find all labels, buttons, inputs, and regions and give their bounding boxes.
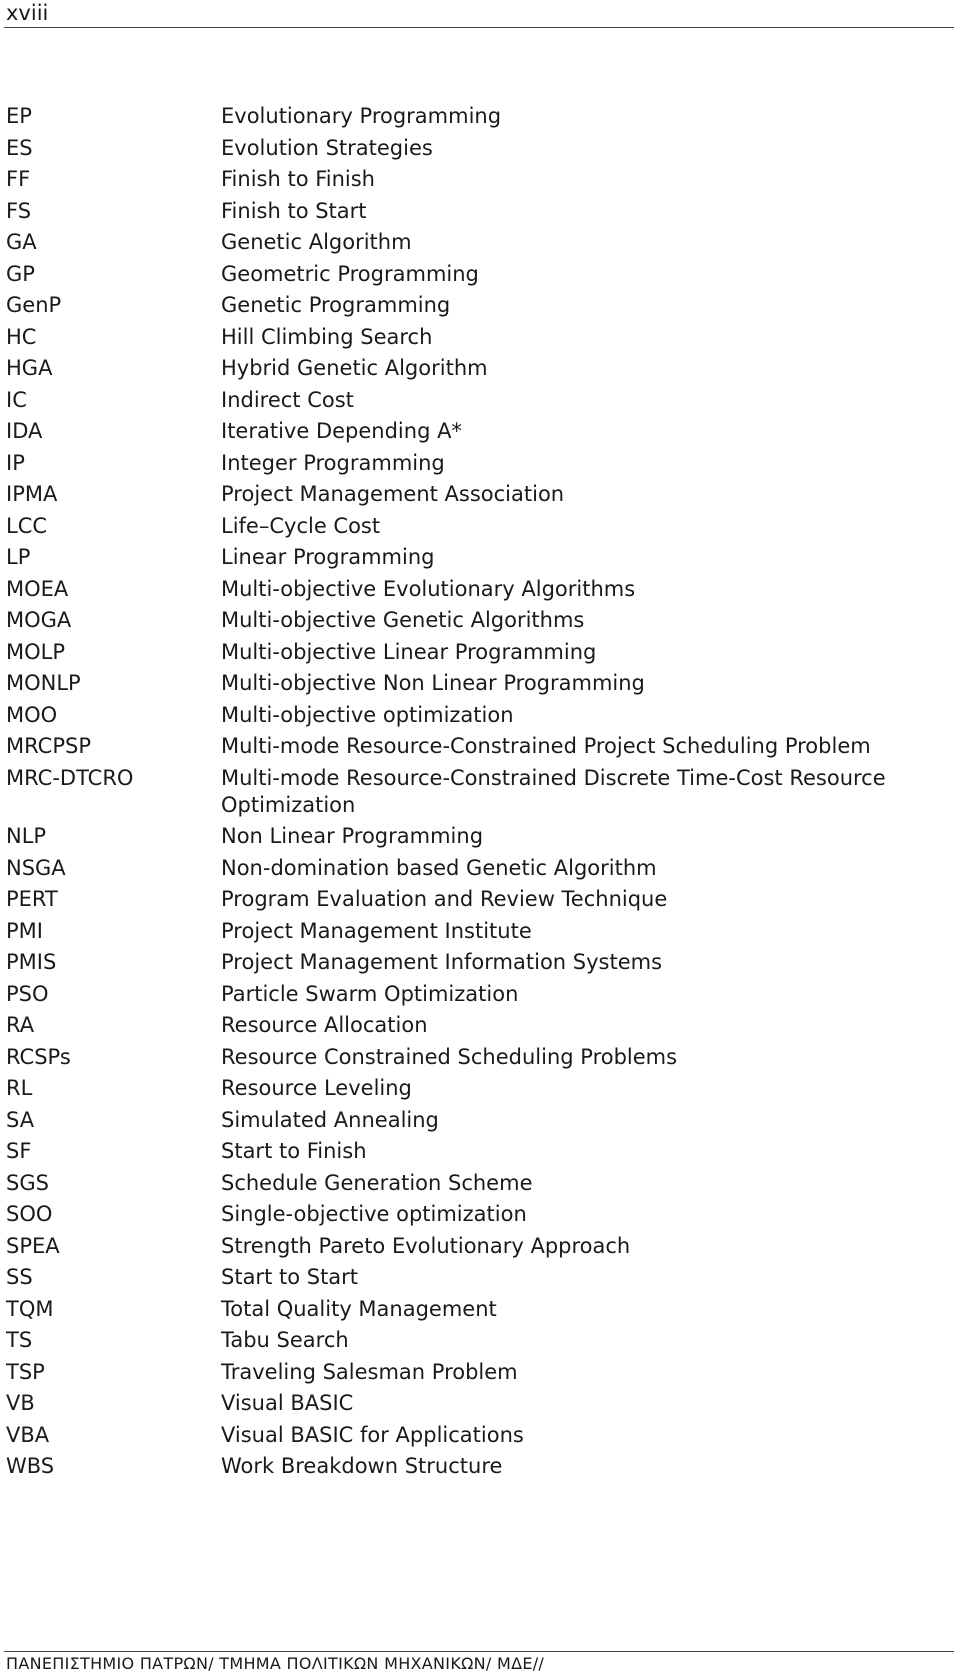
abbreviation-row [6, 1453, 946, 1480]
abbreviation-definition: Multi-objective Non Linear Programming [221, 671, 645, 695]
abbreviation-row [6, 733, 946, 760]
abbreviation-row [6, 949, 946, 976]
abbreviation-term: IDA [6, 419, 43, 443]
abbreviation-definition: Multi-mode Resource-Constrained Discrete Time-Cost Resource Optimization [221, 765, 886, 817]
abbreviation-definition: Finish to Finish [221, 167, 375, 191]
abbreviation-row [6, 450, 946, 477]
abbreviation-term: FS [6, 198, 32, 223]
abbreviation-definition: Total Quality Management [221, 1296, 497, 1321]
abbreviation-term: MRC-DTCRO [6, 765, 134, 790]
abbreviation-term: LP [6, 545, 31, 569]
footer-divider [4, 1651, 954, 1652]
abbreviation-row [6, 607, 946, 634]
abbreviation-row [6, 918, 946, 945]
abbreviation-term: SPEA [6, 1233, 60, 1258]
abbreviation-definition: Project Management Institute [221, 918, 532, 943]
abbreviation-row [6, 261, 946, 288]
abbreviation-row [6, 198, 946, 225]
abbreviation-row [6, 229, 946, 256]
abbreviation-term: MONLP [6, 671, 81, 695]
abbreviation-term: VB [6, 1391, 35, 1415]
abbreviation-row [6, 576, 946, 603]
abbreviation-definition: Resource Allocation [221, 1013, 428, 1037]
abbreviation-definition: Non Linear Programming [221, 824, 484, 848]
abbreviation-row [6, 544, 946, 571]
abbreviation-term: HGA [6, 356, 53, 380]
abbreviation-term: NSGA [6, 855, 66, 880]
abbreviation-term: SGS [6, 1170, 49, 1195]
abbreviation-row [6, 135, 946, 162]
abbreviation-row [6, 387, 946, 414]
abbreviation-term: WBS [6, 1454, 55, 1478]
abbreviation-definition: Indirect Cost [221, 387, 354, 412]
abbreviation-definition: Particle Swarm Optimization [221, 981, 519, 1006]
abbreviation-row [6, 1012, 946, 1039]
abbreviation-term: NLP [6, 824, 47, 848]
abbreviation-term: GA [6, 230, 37, 254]
abbreviation-term: SA [6, 1107, 35, 1132]
abbreviation-row [6, 481, 946, 508]
abbreviation-term: PERT [6, 887, 58, 911]
abbreviation-row [6, 823, 946, 850]
abbreviation-row [6, 1264, 946, 1291]
abbreviation-row [6, 103, 946, 130]
abbreviation-term: LCC [6, 513, 48, 538]
abbreviation-row [6, 765, 946, 819]
abbreviation-row [6, 1359, 946, 1386]
abbreviation-definition: Start to Finish [221, 1139, 367, 1163]
abbreviation-definition: Genetic Programming [221, 293, 451, 317]
abbreviation-row [6, 1422, 946, 1449]
abbreviation-definition: Evolutionary Programming [221, 104, 502, 128]
abbreviation-row [6, 639, 946, 666]
abbreviation-row [6, 855, 946, 882]
abbreviation-term: MOGA [6, 608, 72, 632]
abbreviation-term: IPMA [6, 482, 58, 506]
abbreviation-term: TSP [6, 1359, 45, 1384]
abbreviation-term: EP [6, 104, 32, 128]
page-number: xviii [6, 1, 49, 25]
abbreviation-row [6, 1390, 946, 1417]
abbreviation-definition: Resource Constrained Scheduling Problems [221, 1044, 678, 1069]
abbreviation-row [6, 418, 946, 445]
abbreviation-definition: Project Management Information Systems [221, 950, 663, 974]
abbreviation-definition: Geometric Programming [221, 261, 479, 286]
abbreviation-definition: Multi-objective Linear Programming [221, 639, 597, 664]
abbreviation-row [6, 702, 946, 729]
abbreviation-term: SOO [6, 1202, 53, 1226]
abbreviation-definition: Program Evaluation and Review Technique [221, 887, 668, 911]
abbreviation-term: PMI [6, 918, 43, 943]
abbreviation-definition: Schedule Generation Scheme [221, 1170, 533, 1195]
abbreviation-definition: Visual BASIC [221, 1391, 354, 1415]
abbreviation-term: HC [6, 324, 37, 349]
abbreviation-term: IC [6, 387, 27, 412]
abbreviation-row [6, 1075, 946, 1102]
abbreviation-row [6, 1044, 946, 1071]
abbreviation-definition: Life–Cycle Cost [221, 513, 381, 538]
abbreviation-term: IP [6, 450, 25, 475]
abbreviation-definition: Tabu Search [221, 1328, 349, 1352]
abbreviation-term: ES [6, 135, 33, 160]
abbreviation-definition: Multi-objective Genetic Algorithms [221, 608, 585, 632]
abbreviation-row [6, 1201, 946, 1228]
abbreviation-definition: Hill Climbing Search [221, 324, 433, 349]
abbreviation-list [6, 103, 946, 1485]
abbreviation-term: RA [6, 1013, 35, 1037]
abbreviation-definition: Work Breakdown Structure [221, 1454, 503, 1478]
abbreviation-definition: Single-objective optimization [221, 1202, 527, 1226]
abbreviation-term: GenP [6, 293, 62, 317]
abbreviation-definition: Finish to Start [221, 198, 367, 223]
abbreviation-definition: Hybrid Genetic Algorithm [221, 356, 488, 380]
abbreviation-definition: Multi-mode Resource-Constrained Project Scheduling Problem [221, 734, 871, 758]
abbreviation-term: MOO [6, 702, 58, 727]
abbreviation-row [6, 1170, 946, 1197]
abbreviation-term: MOLP [6, 639, 66, 664]
abbreviation-term: SS [6, 1265, 33, 1289]
abbreviation-definition: Integer Programming [221, 450, 445, 475]
abbreviation-term: MOEA [6, 576, 69, 601]
abbreviation-row [6, 292, 946, 319]
abbreviation-term: SF [6, 1139, 32, 1163]
abbreviation-term: GP [6, 261, 35, 286]
abbreviation-term: VBA [6, 1422, 50, 1447]
abbreviation-term: PMIS [6, 950, 57, 974]
abbreviation-row [6, 670, 946, 697]
abbreviation-row [6, 1233, 946, 1260]
footer-text: ΠΑΝΕΠΙΣΤΗΜΙΟ ΠΑΤΡΩΝ/ ΤΜΗΜΑ ΠΟΛΙΤΙΚΩΝ ΜΗΧΑΝΙΚΩΝ/ ΜΔΕ// [6, 1654, 545, 1673]
abbreviation-term: TS [6, 1328, 33, 1352]
abbreviation-row [6, 1107, 946, 1134]
abbreviation-term: RCSPs [6, 1044, 71, 1069]
abbreviation-definition: Iterative Depending A* [221, 419, 462, 443]
abbreviation-definition: Project Management Association [221, 482, 565, 506]
abbreviation-row [6, 1296, 946, 1323]
abbreviation-row [6, 166, 946, 193]
abbreviation-row [6, 1327, 946, 1354]
abbreviation-definition: Traveling Salesman Problem [221, 1359, 518, 1384]
abbreviation-definition: Visual BASIC for Applications [221, 1422, 524, 1447]
abbreviation-definition: Resource Leveling [221, 1076, 412, 1100]
abbreviation-definition: Multi-objective Evolutionary Algorithms [221, 576, 636, 601]
abbreviation-definition: Evolution Strategies [221, 135, 433, 160]
abbreviation-row [6, 355, 946, 382]
abbreviation-row [6, 886, 946, 913]
abbreviation-definition: Strength Pareto Evolutionary Approach [221, 1233, 631, 1258]
abbreviation-definition: Linear Programming [221, 545, 435, 569]
abbreviation-row [6, 324, 946, 351]
abbreviation-term: TQM [6, 1296, 54, 1321]
abbreviation-definition: Start to Start [221, 1265, 359, 1289]
abbreviation-term: RL [6, 1076, 33, 1100]
abbreviation-row [6, 1138, 946, 1165]
abbreviation-definition: Simulated Annealing [221, 1107, 439, 1132]
header-divider [4, 27, 954, 28]
abbreviation-definition: Non-domination based Genetic Algorithm [221, 855, 657, 880]
abbreviation-definition: Multi-objective optimization [221, 702, 514, 727]
abbreviation-term: MRCPSP [6, 734, 91, 758]
abbreviation-row [6, 513, 946, 540]
abbreviation-term: PSO [6, 981, 49, 1006]
abbreviation-row [6, 981, 946, 1008]
abbreviation-term: FF [6, 167, 31, 191]
abbreviation-definition: Genetic Algorithm [221, 230, 412, 254]
